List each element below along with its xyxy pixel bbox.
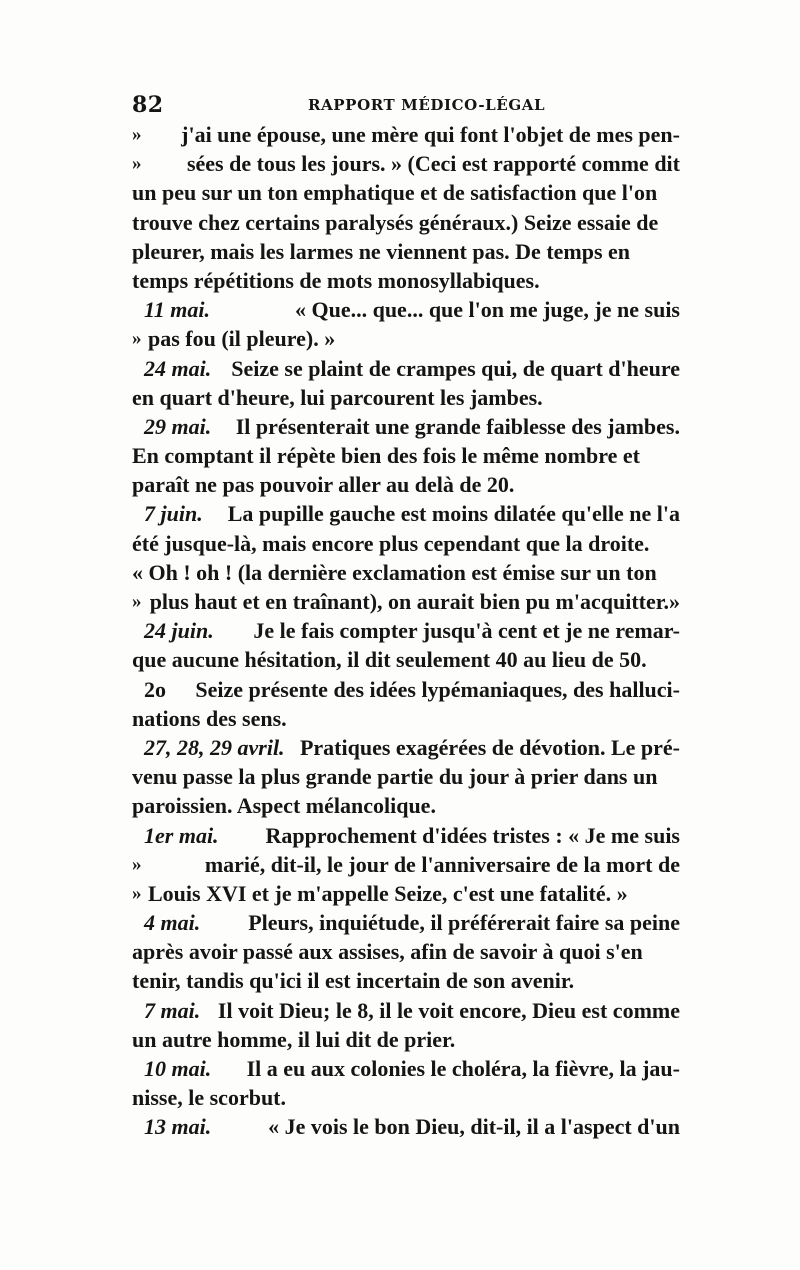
- text-line: [132, 645, 680, 674]
- entry-line: [132, 412, 680, 441]
- text-line: [132, 178, 680, 207]
- entry-date: 4 mai.: [144, 910, 206, 936]
- line-text: après avoir passé aux assises, afin de savoir à quoi s'en: [132, 939, 643, 965]
- text-line: [132, 587, 680, 616]
- text-line: [132, 441, 680, 470]
- line-text: j'ai une épouse, une mère qui font l'objet de mes pen-: [181, 122, 680, 147]
- text-line: [132, 879, 680, 908]
- line-text: Il voit Dieu; le 8, il le voit encore, Dieu est comme: [217, 997, 680, 1023]
- entry-line: [132, 499, 680, 528]
- text-line: [132, 762, 680, 791]
- line-text: « Je vois le bon Dieu, dit-il, il a l'aspect d'un: [268, 1114, 680, 1140]
- quote-mark: »: [132, 153, 147, 175]
- line-text: sées de tous les jours. » (Ceci est rapporté comme dit: [186, 151, 680, 177]
- line-text: pas fou (il pleure). »: [148, 326, 336, 352]
- entry-date: 7 mai.: [144, 997, 206, 1023]
- body-text: [132, 120, 680, 1140]
- entry-line: [132, 295, 680, 324]
- text-line: [132, 208, 680, 237]
- line-text: Il présenterait une grande faiblesse des jambes.: [235, 413, 680, 439]
- text-line: [132, 529, 680, 558]
- entry-date: 7 juin.: [144, 501, 209, 527]
- entry-line: [132, 733, 680, 762]
- entry-date: 29 mai.: [144, 413, 217, 439]
- entry-date: 27, 28, 29 avril.: [144, 734, 291, 760]
- entry-line: [132, 821, 680, 850]
- line-text: Pleurs, inquiétude, il préférerait faire sa peine: [248, 910, 680, 936]
- entry-date: 13 mai.: [144, 1114, 217, 1140]
- text-line: [132, 966, 680, 995]
- line-text: Louis XVI et je m'appelle Seize, c'est une fatalité. »: [148, 880, 628, 906]
- entry-line: [132, 908, 680, 937]
- text-line: [132, 120, 680, 149]
- line-text: nisse, le scorbut.: [132, 1085, 286, 1111]
- line-text: pleurer, mais les larmes ne viennent pas. De temps en: [132, 238, 631, 264]
- line-text: Il a eu aux colonies le choléra, la fièvre, la jau-: [246, 1056, 680, 1081]
- line-text: Pratiques exagérées de dévotion. Le pré-: [299, 734, 680, 760]
- entry-line: [132, 1054, 680, 1083]
- quote-mark: »: [132, 882, 147, 904]
- text-line: [132, 149, 680, 178]
- entry-date: 1er mai.: [144, 822, 225, 848]
- line-text: tenir, tandis qu'ici il est incertain de son avenir.: [132, 968, 575, 994]
- line-text: temps répétitions de mots monosyllabiques.: [132, 267, 540, 293]
- quote-mark: »: [132, 591, 147, 612]
- line-text: Rapprochement d'idées tristes : « Je me suis: [265, 822, 680, 848]
- text-line: [132, 1083, 680, 1112]
- line-text: « Que... que... que l'on me juge, je ne suis: [294, 297, 680, 323]
- line-text: Seize se plaint de crampes qui, de quart d'heure: [231, 355, 680, 381]
- line-text: paroissien. Aspect mélancolique.: [132, 793, 436, 819]
- line-text: un autre homme, il lui dit de prier.: [132, 1026, 456, 1052]
- page-number: 82: [132, 92, 164, 118]
- line-text: La pupille gauche est moins dilatée qu'elle ne l'a: [227, 501, 680, 527]
- entry-line: [132, 354, 680, 383]
- entry-line: [132, 675, 680, 704]
- line-text: « Oh ! oh ! (la dernière exclamation est émise sur un ton: [132, 559, 657, 585]
- line-text: En comptant il répète bien des fois le même nombre et: [132, 443, 640, 469]
- text-line: [132, 937, 680, 966]
- line-text: Je le fais compter jusqu'à cent et je ne remar-: [253, 618, 680, 644]
- text-line: [132, 470, 680, 499]
- line-text: que aucune hésitation, il dit seulement 40 au lieu de 50.: [132, 647, 647, 673]
- running-head: [132, 92, 680, 118]
- line-text: nations des sens.: [132, 705, 287, 731]
- entry-line: [132, 1112, 680, 1141]
- line-text: paraît ne pas pouvoir aller au delà de 20.: [132, 472, 515, 498]
- text-line: [132, 704, 680, 733]
- line-text: un peu sur un ton emphatique et de satisfaction que l'on: [132, 180, 658, 206]
- entry-date: 24 mai.: [144, 355, 217, 381]
- entry-line: [132, 996, 680, 1025]
- line-text: en quart d'heure, lui parcourent les jambes.: [132, 384, 543, 410]
- line-text: trouve chez certains paralysés généraux.) Seize essaie de: [132, 209, 659, 235]
- line-text: été jusque-là, mais encore plus cependant que la droite.: [132, 530, 650, 556]
- line-text: Seize présente des idées lypémaniaques, des halluci-: [195, 676, 680, 702]
- entry-date: 24 juin.: [144, 618, 220, 644]
- quote-mark: »: [132, 853, 147, 875]
- entry-date: 10 mai.: [144, 1056, 217, 1081]
- text-line: [132, 237, 680, 266]
- line-text: plus haut et en traînant), on aurait bien pu m'acquitter.»: [149, 589, 680, 614]
- text-line: [132, 558, 680, 587]
- quote-mark: »: [132, 124, 147, 145]
- text-line: [132, 791, 680, 820]
- quote-mark: »: [132, 328, 147, 350]
- text-line: [132, 266, 680, 295]
- entry-date: 11 mai.: [144, 297, 216, 323]
- entry-line: [132, 616, 680, 645]
- text-line: [132, 383, 680, 412]
- section-number: 2o: [144, 676, 172, 702]
- line-text: venu passe la plus grande partie du jour à prier dans un: [132, 764, 658, 790]
- running-title: RAPPORT MÉDICO-LÉGAL: [308, 96, 546, 114]
- line-text: marié, dit-il, le jour de l'anniversaire de la mort de: [204, 851, 680, 877]
- text-line: [132, 850, 680, 879]
- text-line: [132, 1025, 680, 1054]
- text-line: [132, 324, 680, 353]
